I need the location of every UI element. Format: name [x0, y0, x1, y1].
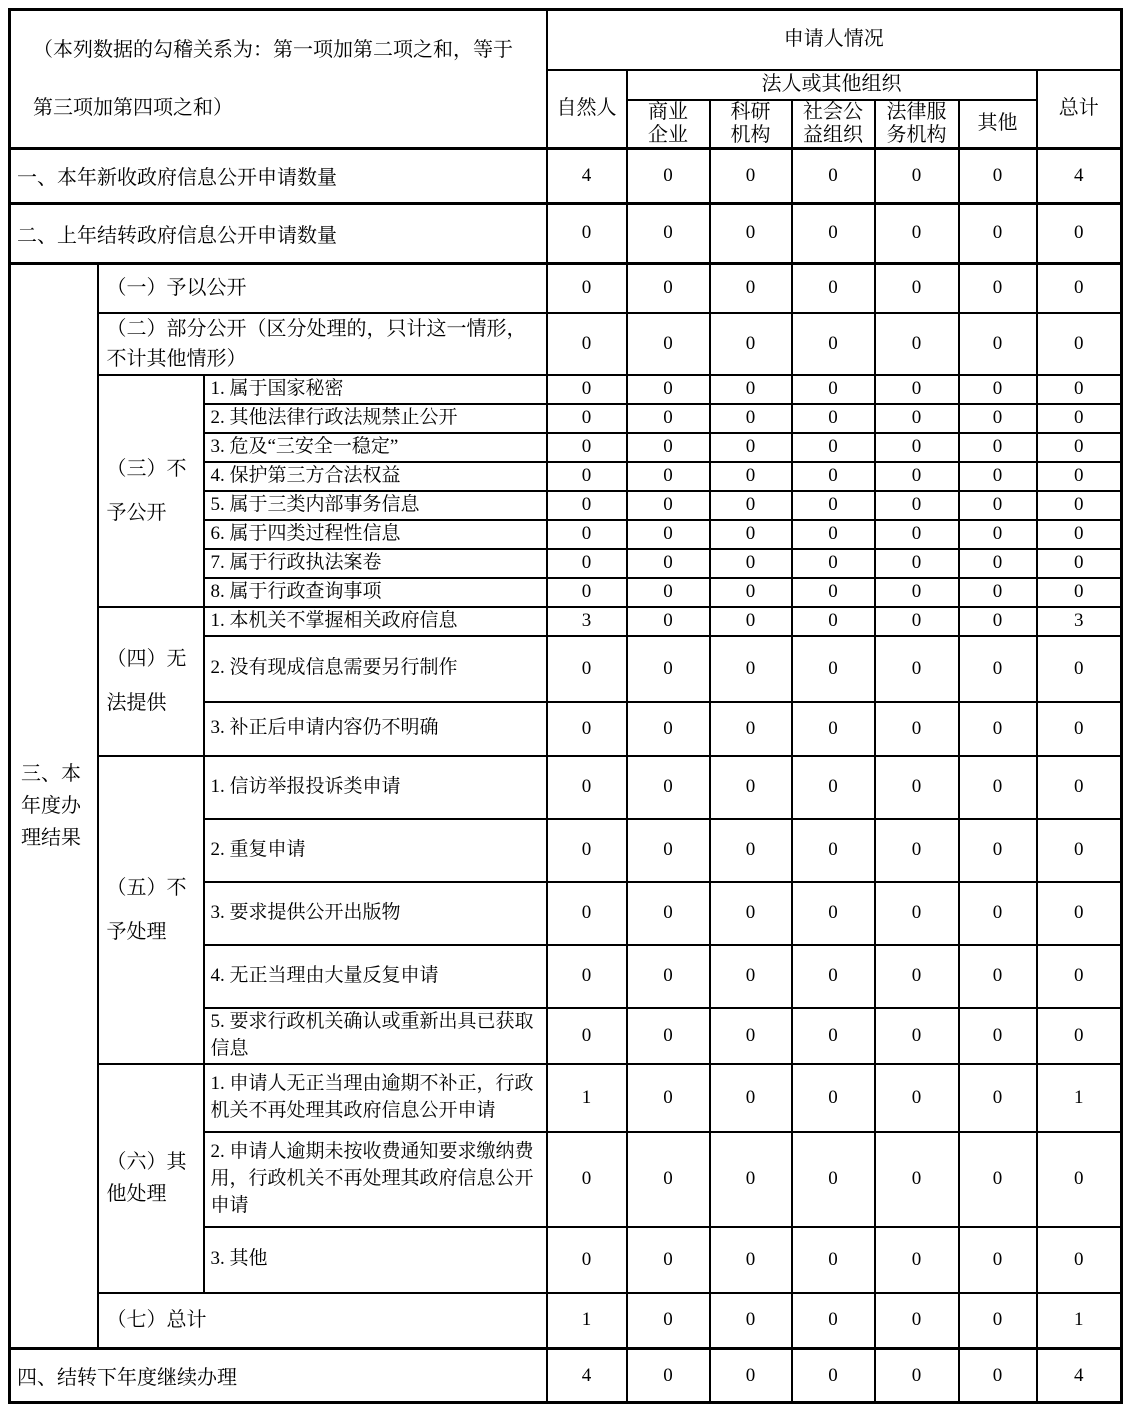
value-cell: 0 — [959, 263, 1037, 313]
header-commercial-enterprise — [627, 100, 710, 149]
value-cell: 0 — [710, 263, 792, 313]
value-cell: 0 — [959, 1008, 1037, 1064]
table-row — [10, 263, 1122, 313]
value-cell: 0 — [959, 203, 1037, 263]
value-cell: 0 — [627, 1008, 710, 1064]
value-cell: 0 — [792, 148, 875, 203]
table-row — [10, 148, 1122, 203]
value-cell: 0 — [875, 375, 959, 404]
value-cell: 0 — [627, 882, 710, 945]
value-cell: 0 — [547, 263, 627, 313]
value-cell: 0 — [627, 636, 710, 702]
value-cell: 0 — [710, 404, 792, 433]
value-cell: 0 — [792, 1293, 875, 1349]
value-cell: 0 — [627, 945, 710, 1008]
value-cell: 0 — [792, 313, 875, 375]
item-label: 6. 属于四类过程性信息 — [204, 520, 547, 549]
table-row — [10, 203, 1122, 263]
value-cell: 0 — [1037, 1008, 1122, 1064]
value-cell: 0 — [547, 491, 627, 520]
value-cell: 0 — [710, 148, 792, 203]
info-disclosure-table — [8, 8, 1123, 1404]
value-cell: 0 — [959, 433, 1037, 462]
value-cell: 0 — [875, 607, 959, 636]
value-cell: 0 — [875, 1293, 959, 1349]
value-cell: 0 — [875, 756, 959, 819]
value-cell: 0 — [710, 882, 792, 945]
value-cell: 0 — [710, 607, 792, 636]
header-row-1 — [10, 10, 1122, 70]
value-cell: 0 — [547, 1008, 627, 1064]
value-cell: 0 — [959, 313, 1037, 375]
value-cell: 0 — [627, 203, 710, 263]
value-cell: 0 — [959, 1349, 1037, 1403]
item-label: 1. 申请人无正当理由逾期不补正，行政机关不再处理其政府信息公开申请 — [204, 1064, 547, 1132]
value-cell: 4 — [547, 148, 627, 203]
value-cell: 4 — [1037, 1349, 1122, 1403]
value-cell: 0 — [547, 882, 627, 945]
item-label: 4. 保护第三方合法权益 — [204, 462, 547, 491]
value-cell: 0 — [710, 578, 792, 607]
value-cell: 0 — [875, 702, 959, 756]
row-label: 二、上年结转政府信息公开申请数量 — [10, 203, 547, 263]
value-cell: 0 — [875, 549, 959, 578]
value-cell: 0 — [875, 1227, 959, 1293]
value-cell: 0 — [959, 578, 1037, 607]
value-cell: 0 — [627, 375, 710, 404]
value-cell: 0 — [959, 945, 1037, 1008]
item-label: 5. 要求行政机关确认或重新出具已获取信息 — [204, 1008, 547, 1064]
value-cell: 0 — [875, 404, 959, 433]
value-cell: 0 — [710, 756, 792, 819]
header-applicant-status: 申请人情况 — [547, 10, 1122, 70]
value-cell: 0 — [710, 433, 792, 462]
value-cell: 0 — [792, 263, 875, 313]
value-cell: 0 — [547, 404, 627, 433]
value-cell: 0 — [547, 203, 627, 263]
value-cell: 0 — [1037, 756, 1122, 819]
value-cell: 0 — [959, 702, 1037, 756]
value-cell: 0 — [627, 1132, 710, 1227]
value-cell: 1 — [1037, 1293, 1122, 1349]
item-label: 3. 补正后申请内容仍不明确 — [204, 702, 547, 756]
table-row — [10, 375, 1122, 404]
header-public-welfare-org-label: 社会公益组织 — [803, 100, 864, 146]
value-cell: 0 — [710, 636, 792, 702]
value-cell: 0 — [792, 433, 875, 462]
value-cell: 0 — [875, 1064, 959, 1132]
value-cell: 0 — [710, 819, 792, 882]
value-cell: 1 — [547, 1064, 627, 1132]
value-cell: 0 — [1037, 462, 1122, 491]
value-cell: 0 — [959, 607, 1037, 636]
value-cell: 3 — [1037, 607, 1122, 636]
value-cell: 0 — [959, 882, 1037, 945]
value-cell: 0 — [959, 1227, 1037, 1293]
value-cell: 0 — [959, 1064, 1037, 1132]
value-cell: 0 — [875, 203, 959, 263]
value-cell: 0 — [547, 636, 627, 702]
table-row — [10, 1064, 1122, 1132]
value-cell: 0 — [547, 375, 627, 404]
value-cell: 0 — [875, 945, 959, 1008]
row-label: （三）不予公开 — [98, 375, 204, 607]
value-cell: 0 — [1037, 819, 1122, 882]
item-label: 3. 其他 — [204, 1227, 547, 1293]
value-cell: 0 — [547, 1227, 627, 1293]
table-row — [10, 756, 1122, 819]
header-total: 总计 — [1037, 70, 1122, 149]
value-cell: 0 — [959, 1132, 1037, 1227]
value-cell: 0 — [547, 462, 627, 491]
value-cell: 0 — [792, 1227, 875, 1293]
value-cell: 0 — [1037, 404, 1122, 433]
value-cell: 0 — [792, 1132, 875, 1227]
value-cell: 3 — [547, 607, 627, 636]
value-cell: 0 — [1037, 549, 1122, 578]
value-cell: 0 — [1037, 945, 1122, 1008]
value-cell: 0 — [959, 636, 1037, 702]
row-label: （七）总计 — [98, 1293, 547, 1349]
row-label: 四、结转下年度继续办理 — [10, 1349, 547, 1403]
value-cell: 0 — [792, 578, 875, 607]
value-cell: 0 — [627, 1349, 710, 1403]
value-cell: 0 — [710, 491, 792, 520]
value-cell: 0 — [627, 491, 710, 520]
value-cell: 0 — [792, 607, 875, 636]
value-cell: 0 — [627, 1064, 710, 1132]
value-cell: 0 — [1037, 203, 1122, 263]
row-label: （六）其他处理 — [98, 1064, 204, 1293]
value-cell: 0 — [792, 756, 875, 819]
value-cell: 0 — [1037, 433, 1122, 462]
value-cell: 0 — [959, 756, 1037, 819]
item-label: 2. 没有现成信息需要另行制作 — [204, 636, 547, 702]
value-cell: 0 — [547, 433, 627, 462]
value-cell: 0 — [792, 549, 875, 578]
value-cell: 0 — [1037, 520, 1122, 549]
value-cell: 0 — [627, 462, 710, 491]
value-cell: 0 — [875, 819, 959, 882]
value-cell: 0 — [792, 1008, 875, 1064]
value-cell: 0 — [1037, 491, 1122, 520]
header-commercial-enterprise-label: 商业企业 — [648, 100, 689, 146]
value-cell: 0 — [792, 375, 875, 404]
value-cell: 0 — [547, 945, 627, 1008]
value-cell: 0 — [710, 1227, 792, 1293]
value-cell: 0 — [627, 404, 710, 433]
value-cell: 0 — [875, 148, 959, 203]
section-label-annual-results: 三、本年度办理结果 — [10, 263, 98, 1349]
value-cell: 0 — [627, 819, 710, 882]
value-cell: 0 — [710, 1064, 792, 1132]
value-cell: 0 — [627, 313, 710, 375]
header-legal-service-org — [875, 100, 959, 149]
value-cell: 0 — [710, 1132, 792, 1227]
value-cell: 0 — [792, 203, 875, 263]
item-label: 2. 重复申请 — [204, 819, 547, 882]
value-cell: 0 — [959, 549, 1037, 578]
value-cell: 0 — [959, 375, 1037, 404]
value-cell: 0 — [792, 520, 875, 549]
value-cell: 0 — [627, 148, 710, 203]
value-cell: 0 — [875, 636, 959, 702]
value-cell: 0 — [627, 433, 710, 462]
value-cell: 0 — [875, 520, 959, 549]
header-natural-person: 自然人 — [547, 70, 627, 149]
value-cell: 0 — [875, 263, 959, 313]
value-cell: 0 — [792, 945, 875, 1008]
value-cell: 0 — [792, 491, 875, 520]
value-cell: 4 — [547, 1349, 627, 1403]
value-cell: 0 — [792, 882, 875, 945]
value-cell: 1 — [547, 1293, 627, 1349]
table-row — [10, 1349, 1122, 1403]
row-label: 一、本年新收政府信息公开申请数量 — [10, 148, 547, 203]
value-cell: 0 — [959, 462, 1037, 491]
row-label: （五）不予处理 — [98, 756, 204, 1064]
value-cell: 0 — [959, 404, 1037, 433]
item-label: 3. 要求提供公开出版物 — [204, 882, 547, 945]
value-cell: 0 — [792, 1064, 875, 1132]
header-research-institution-label: 科研机构 — [730, 100, 771, 146]
value-cell: 0 — [547, 313, 627, 375]
header-other: 其他 — [959, 100, 1037, 149]
value-cell: 0 — [627, 756, 710, 819]
value-cell: 0 — [1037, 578, 1122, 607]
item-label: 2. 其他法律行政法规禁止公开 — [204, 404, 547, 433]
value-cell: 0 — [627, 1293, 710, 1349]
item-label: 2. 申请人逾期未按收费通知要求缴纳费用，行政机关不再处理其政府信息公开申请 — [204, 1132, 547, 1227]
value-cell: 0 — [547, 1132, 627, 1227]
value-cell: 0 — [547, 578, 627, 607]
row-label: （四）无法提供 — [98, 607, 204, 756]
value-cell: 4 — [1037, 148, 1122, 203]
value-cell: 0 — [1037, 1227, 1122, 1293]
value-cell: 0 — [627, 520, 710, 549]
value-cell: 0 — [627, 702, 710, 756]
value-cell: 0 — [959, 1293, 1037, 1349]
value-cell: 0 — [875, 462, 959, 491]
table-note: （本列数据的勾稽关系为：第一项加第二项之和，等于第三项加第四项之和） — [10, 10, 547, 149]
value-cell: 0 — [1037, 882, 1122, 945]
value-cell: 0 — [792, 462, 875, 491]
value-cell: 0 — [710, 1349, 792, 1403]
value-cell: 0 — [547, 819, 627, 882]
value-cell: 0 — [1037, 702, 1122, 756]
value-cell: 0 — [710, 702, 792, 756]
value-cell: 0 — [627, 1227, 710, 1293]
value-cell: 0 — [875, 578, 959, 607]
row-label: （二）部分公开（区分处理的，只计这一情形，不计其他情形） — [98, 313, 547, 375]
value-cell: 0 — [875, 1008, 959, 1064]
value-cell: 0 — [547, 702, 627, 756]
value-cell: 0 — [792, 404, 875, 433]
value-cell: 0 — [710, 549, 792, 578]
item-label: 1. 信访举报投诉类申请 — [204, 756, 547, 819]
item-label: 8. 属于行政查询事项 — [204, 578, 547, 607]
value-cell: 0 — [875, 882, 959, 945]
value-cell: 0 — [710, 1293, 792, 1349]
value-cell: 0 — [710, 375, 792, 404]
item-label: 3. 危及“三安全一稳定” — [204, 433, 547, 462]
value-cell: 0 — [1037, 313, 1122, 375]
value-cell: 0 — [547, 549, 627, 578]
value-cell: 0 — [875, 433, 959, 462]
value-cell: 0 — [959, 819, 1037, 882]
value-cell: 0 — [792, 636, 875, 702]
value-cell: 0 — [959, 148, 1037, 203]
value-cell: 0 — [710, 945, 792, 1008]
value-cell: 0 — [792, 1349, 875, 1403]
row-label: （一）予以公开 — [98, 263, 547, 313]
value-cell: 0 — [875, 1132, 959, 1227]
item-label: 1. 属于国家秘密 — [204, 375, 547, 404]
value-cell: 0 — [710, 313, 792, 375]
table-row — [10, 1293, 1122, 1349]
item-label: 7. 属于行政执法案卷 — [204, 549, 547, 578]
header-legal-service-org-label: 法律服务机构 — [886, 100, 947, 146]
value-cell: 0 — [627, 263, 710, 313]
value-cell: 0 — [547, 520, 627, 549]
table-row — [10, 313, 1122, 375]
item-label: 5. 属于三类内部事务信息 — [204, 491, 547, 520]
value-cell: 0 — [710, 203, 792, 263]
value-cell: 0 — [710, 1008, 792, 1064]
value-cell: 0 — [627, 549, 710, 578]
value-cell: 0 — [959, 520, 1037, 549]
value-cell: 0 — [710, 462, 792, 491]
value-cell: 0 — [627, 578, 710, 607]
value-cell: 0 — [1037, 263, 1122, 313]
table-row — [10, 607, 1122, 636]
value-cell: 0 — [1037, 375, 1122, 404]
item-label: 1. 本机关不掌握相关政府信息 — [204, 607, 547, 636]
header-research-institution — [710, 100, 792, 149]
value-cell: 0 — [1037, 636, 1122, 702]
value-cell: 0 — [792, 819, 875, 882]
value-cell: 0 — [710, 520, 792, 549]
header-legal-or-other-org: 法人或其他组织 — [627, 70, 1037, 100]
item-label: 4. 无正当理由大量反复申请 — [204, 945, 547, 1008]
value-cell: 0 — [959, 491, 1037, 520]
header-public-welfare-org — [792, 100, 875, 149]
value-cell: 0 — [875, 491, 959, 520]
value-cell: 0 — [627, 607, 710, 636]
value-cell: 0 — [792, 702, 875, 756]
value-cell: 1 — [1037, 1064, 1122, 1132]
value-cell: 0 — [1037, 1132, 1122, 1227]
value-cell: 0 — [875, 1349, 959, 1403]
value-cell: 0 — [547, 756, 627, 819]
value-cell: 0 — [875, 313, 959, 375]
